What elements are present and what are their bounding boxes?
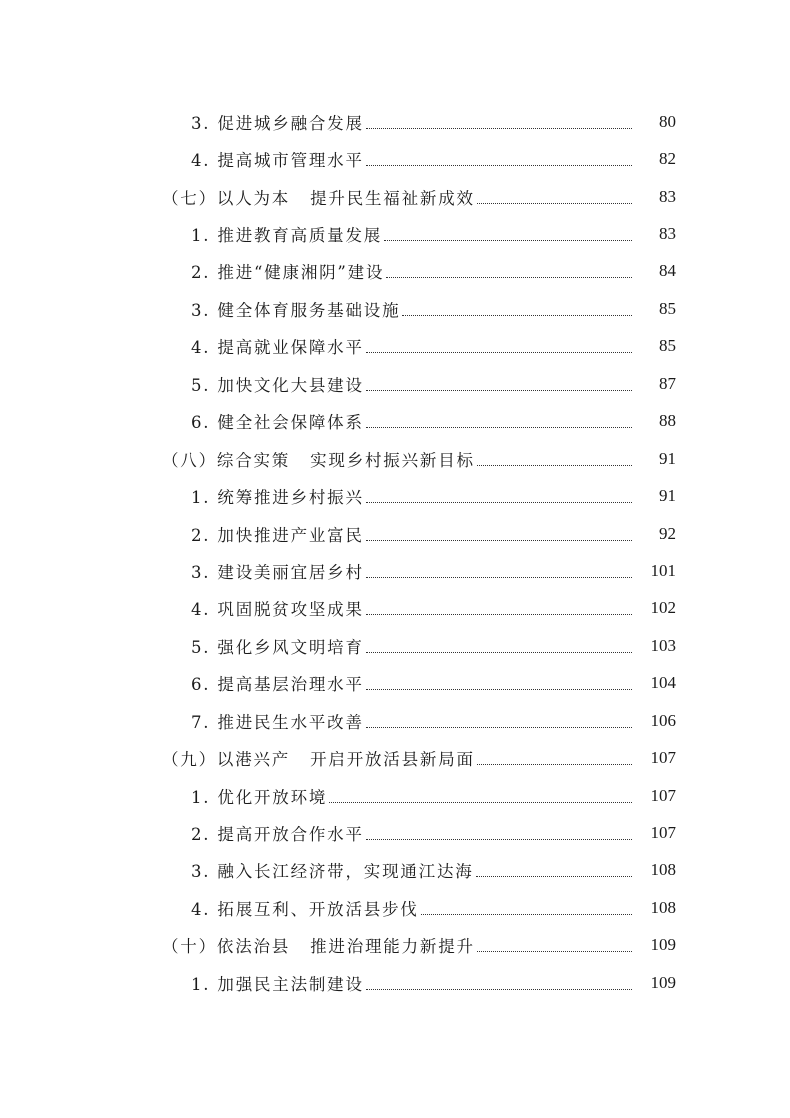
table-of-contents [0, 103, 790, 1002]
toc-section-title [162, 185, 475, 209]
toc-entry-title: 2. 加快推进产业富民 [191, 525, 364, 545]
dot-leader [366, 501, 632, 503]
toc-page-number: 103 [650, 635, 676, 655]
toc-page-number: 80 [659, 111, 676, 131]
dot-leader [329, 801, 632, 803]
toc-page-number: 102 [650, 598, 676, 618]
dot-leader [366, 539, 632, 541]
dot-leader [366, 988, 632, 990]
toc-entry[interactable] [0, 103, 790, 140]
dot-leader [366, 164, 632, 166]
toc-entry-title: 7. 推进民生水平改善 [191, 712, 364, 732]
toc-entry[interactable] [0, 627, 790, 664]
toc-section-entry[interactable] [0, 178, 790, 215]
toc-section-heading: 提升民生福祉新成效 [310, 188, 475, 208]
toc-entry-title: 1. 统筹推进乡村振兴 [191, 488, 364, 508]
toc-entry[interactable] [0, 477, 790, 514]
toc-entry-title: 4. 拓展互利、开放活县步伐 [191, 899, 419, 919]
toc-page-number: 104 [650, 673, 676, 693]
toc-page-number: 101 [650, 560, 676, 580]
toc-page-number: 83 [659, 224, 676, 244]
toc-entry[interactable] [0, 403, 790, 440]
toc-entry[interactable] [0, 590, 790, 627]
toc-entry[interactable] [0, 140, 790, 177]
toc-section-entry[interactable] [0, 927, 790, 964]
toc-page-number: 85 [659, 298, 676, 318]
toc-entry[interactable] [0, 328, 790, 365]
dot-leader [366, 576, 632, 578]
dot-leader [477, 464, 632, 466]
toc-entry-title: 6. 提高基层治理水平 [191, 675, 364, 695]
toc-page-number: 107 [650, 748, 676, 768]
toc-page-number: 83 [659, 186, 676, 206]
dot-leader [366, 651, 632, 653]
toc-section-entry[interactable] [0, 440, 790, 477]
dot-leader [421, 913, 632, 915]
dot-leader [477, 763, 632, 765]
toc-entry-title: 4. 提高就业保障水平 [191, 338, 364, 358]
toc-page-number: 107 [650, 823, 676, 843]
dot-leader [477, 950, 632, 952]
toc-page-number: 85 [659, 336, 676, 356]
toc-section-prefix: （八）综合实策 [162, 450, 291, 470]
toc-entry-title: 3. 融入长江经济带，实现通江达海 [191, 862, 474, 882]
toc-entry[interactable] [0, 290, 790, 327]
toc-entry[interactable] [0, 552, 790, 589]
toc-entry-title: 5. 加快文化大县建设 [191, 375, 364, 395]
toc-page-number: 109 [650, 935, 676, 955]
toc-section-heading: 推进治理能力新提升 [310, 937, 475, 957]
dot-leader [384, 239, 632, 241]
toc-section-prefix: （七）以人为本 [162, 188, 291, 208]
toc-page-number: 92 [659, 523, 676, 543]
toc-section-title [162, 746, 475, 770]
toc-entry[interactable] [0, 777, 790, 814]
toc-page-number: 91 [659, 486, 676, 506]
dot-leader [366, 127, 632, 129]
toc-entry-title: 3. 促进城乡融合发展 [191, 113, 364, 133]
toc-entry[interactable] [0, 889, 790, 926]
toc-entry-title: 6. 健全社会保障体系 [191, 413, 364, 433]
toc-entry[interactable] [0, 665, 790, 702]
toc-page-number: 84 [659, 261, 676, 281]
dot-leader [366, 351, 632, 353]
toc-page-number: 106 [650, 710, 676, 730]
dot-leader [366, 389, 632, 391]
toc-entry-title: 4. 巩固脱贫攻坚成果 [191, 600, 364, 620]
dot-leader [366, 838, 632, 840]
toc-entry[interactable] [0, 852, 790, 889]
toc-section-entry[interactable] [0, 739, 790, 776]
toc-section-prefix: （十）依法治县 [162, 937, 291, 957]
toc-section-prefix: （九）以港兴产 [162, 750, 291, 770]
toc-page-number: 91 [659, 448, 676, 468]
toc-section-title [162, 447, 475, 471]
dot-leader [476, 875, 632, 877]
dot-leader [477, 202, 632, 204]
toc-entry-title: 1. 加强民主法制建设 [191, 974, 364, 994]
toc-entry[interactable] [0, 253, 790, 290]
toc-section-title [162, 933, 475, 957]
toc-section-heading: 开启开放活县新局面 [310, 750, 475, 770]
dot-leader [402, 314, 632, 316]
toc-entry[interactable] [0, 365, 790, 402]
dot-leader [366, 426, 632, 428]
toc-page-number: 107 [650, 785, 676, 805]
toc-entry-title: 5. 强化乡风文明培育 [191, 637, 364, 657]
toc-section-heading: 实现乡村振兴新目标 [310, 450, 475, 470]
toc-entry-title: 1. 优化开放环境 [191, 787, 328, 807]
dot-leader [366, 613, 632, 615]
toc-entry-title: 1. 推进教育高质量发展 [191, 226, 383, 246]
toc-entry-title: 3. 建设美丽宜居乡村 [191, 562, 364, 582]
toc-entry-title: 2. 推进“健康湘阴”建设 [191, 263, 385, 283]
toc-entry[interactable] [0, 702, 790, 739]
toc-entry[interactable] [0, 215, 790, 252]
toc-entry[interactable] [0, 814, 790, 851]
dot-leader [386, 276, 632, 278]
toc-entry[interactable] [0, 964, 790, 1001]
toc-page-number: 109 [650, 972, 676, 992]
toc-entry-title: 3. 健全体育服务基础设施 [191, 300, 401, 320]
toc-page-number: 108 [650, 897, 676, 917]
toc-entry-title: 4. 提高城市管理水平 [191, 151, 364, 171]
toc-entry-title: 2. 提高开放合作水平 [191, 825, 364, 845]
toc-page-number: 82 [659, 149, 676, 169]
toc-page-number: 87 [659, 373, 676, 393]
toc-entry[interactable] [0, 515, 790, 552]
toc-page-number: 108 [650, 860, 676, 880]
dot-leader [366, 726, 632, 728]
toc-page-number: 88 [659, 411, 676, 431]
dot-leader [366, 688, 632, 690]
